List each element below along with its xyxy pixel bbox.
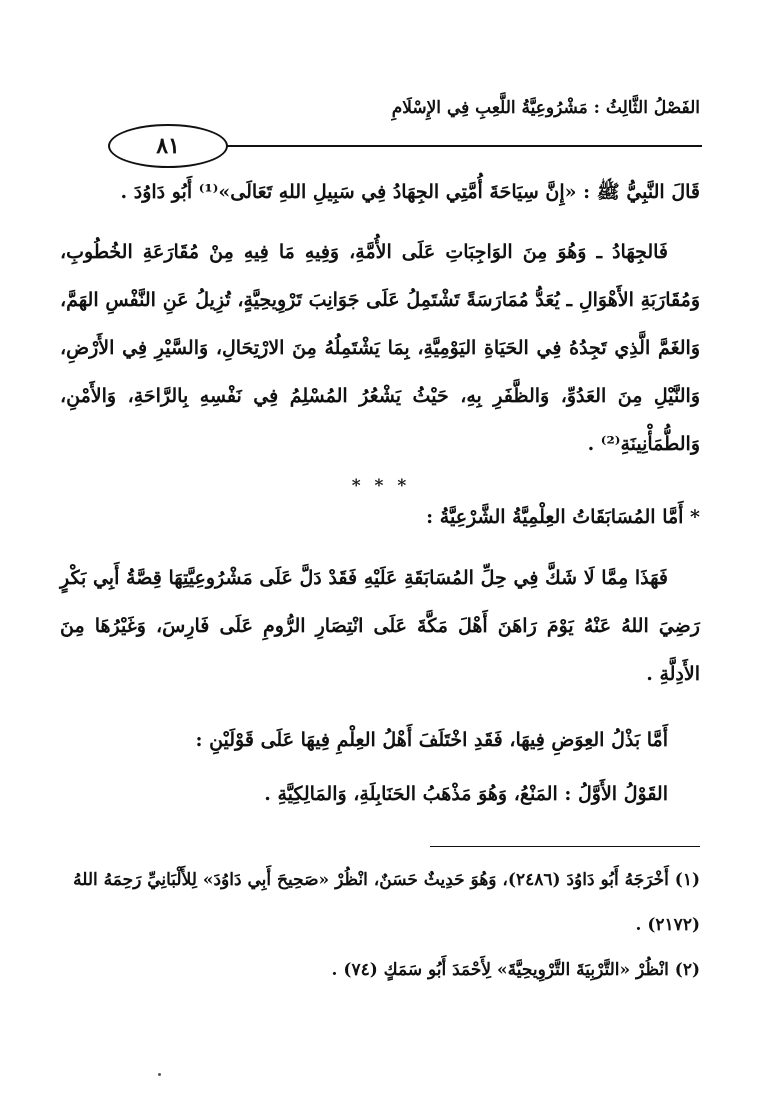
- footnotes-section: [60, 858, 700, 993]
- reward-line: أَمَّا بَذْلُ العِوَضِ فِيهَا، فَقَدِ اخْتَلَفَ أَهْلُ العِلْمِ فِيهَا عَلَى قَوْلَيْنِ :: [195, 729, 668, 751]
- contest-paragraph: فَهَذَا مِمَّا لَا شَكَّ فِي حِلِّ المُسَابَقَةِ عَلَيْهِ فَقَدْ دَلَّ عَلَى مَشْرُوعِيَّتِهَا قِصَّةُ أَبِي بَكْرٍ رَضِيَ اللهُ عَنْهُ يَوْمَ رَاهَنَ أَهْلَ مَكَّةَ عَلَى انْتِصَارِ الرُّومِ عَلَى فَارِسَ، وَغَيْرُهَا مِنَ الأَدِلَّةِ .: [60, 567, 700, 685]
- footnote-separator: [430, 846, 700, 847]
- first-opinion-line: القَوْلُ الأَوَّلُ : المَنْعُ، وَهُوَ مَذْهَبُ الحَنَابِلَةِ، وَالمَالِكِيَّةِ .: [264, 783, 668, 805]
- chapter-title-header: الفَصْلُ الثَّالِثُ : مَشْرُوعِيَّةُ اللَّعِبِ فِي الإِسْلَامِ: [391, 98, 700, 118]
- footnote-1: (١) أَخْرَجَهُ أَبُو دَاوُدَ (٢٤٨٦)، وَهُوَ حَدِيثٌ حَسَنٌ، انْظُرْ «صَحِيحَ أَبِي دَاوُدَ» لِلأَلْبَانِيِّ رَحِمَهُ اللهُ (٢١٧٢) .: [73, 870, 700, 935]
- section-separator-stars: * * *: [351, 476, 411, 496]
- stray-dot: [158, 1073, 161, 1076]
- jihad-paragraph: فَالجِهَادُ ـ وَهُوَ مِنَ الوَاجِبَاتِ عَلَى الأُمَّةِ، وَفِيهِ مَا فِيهِ مِنْ مُقَارَعَةِ الخُطُوبِ، وَمُقَارَبَةِ الأَهْوَالِ ـ يُعَدُّ مُمَارَسَةً تَشْتَمِلُ عَلَى جَوَانِبَ تَرْوِيحِيَّةٍ، تُزِيلُ عَنِ النَّفْسِ الهَمَّ، وَالغَمَّ الَّذِي تَجِدُهُ فِي الحَيَاةِ اليَوْمِيَّةِ، بِمَا يَشْتَمِلُهُ مِنَ الارْتِحَالِ، وَالسَّيْرِ فِي الأَرْضِ، وَالنَّيْلِ مِنَ العَدُوِّ، وَالظَّفَرِ بِهِ، حَيْثُ يَشْعُرُ المُسْلِمُ فِي نَفْسِهِ بِالرَّاحَةِ، وَالأَمْنِ، وَالطُّمَأْنِينَةِ⁽²⁾ .: [60, 241, 700, 455]
- hadith-quote-line: قَالَ النَّبِيُّ ﷺ : «إِنَّ سِيَاحَةَ أُمَّتِي الجِهَادُ فِي سَبِيلِ اللهِ تَعَالَى»⁽¹⁾ أَبُو دَاوُدَ .: [120, 181, 700, 203]
- footnote-2: (٢) انْظُرْ «التَّرْبِيَةَ التَّرْوِيحِيَّةَ» لِأَحْمَدَ أَبُو سَمَكٍ (٧٤) .: [331, 960, 700, 980]
- page-number: ٨١: [108, 124, 228, 168]
- section-heading: * أَمَّا المُسَابَقَاتُ العِلْمِيَّةُ الشَّرْعِيَّةُ :: [426, 506, 700, 528]
